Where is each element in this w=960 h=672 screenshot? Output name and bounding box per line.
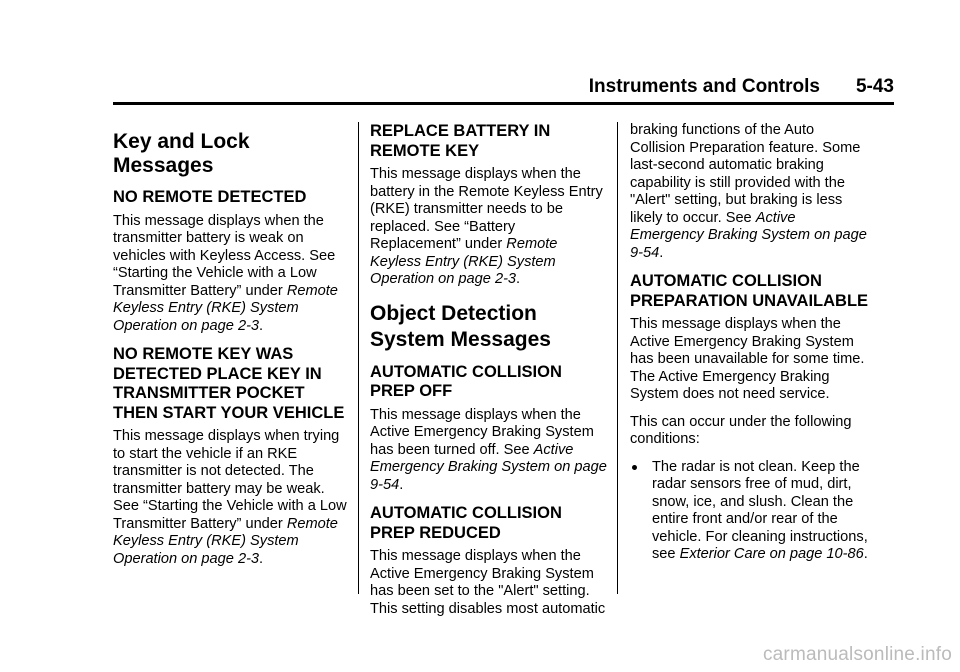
cross-reference[interactable]: Remote Keyless Entry (RKE) System Operation on page 2-3	[370, 236, 558, 287]
section-heading: Key and Lock Messages	[113, 130, 250, 177]
cross-reference[interactable]: Remote Keyless Entry (RKE) System Operation on page 2-3	[113, 282, 338, 334]
list-item-text: The radar is not clean. Keep the radar sensors free of mud, dirt, snow, ice, and slush. Clean the entire front and/or rear of the vehicle. For cleaning instructions, see	[652, 458, 868, 562]
column-divider	[358, 122, 359, 594]
column-2	[370, 122, 608, 628]
paragraph: This message displays when the battery in the Remote Keyless Entry (RKE) transmitter needs to be replaced. See “Battery Replacement” under Remote Keyless Entry (RKE) System Operation on page 2-3.	[370, 166, 603, 287]
paragraph-text: braking functions of the Auto Collision Preparation feature. Some last-second automatic braking capability is still provided with the "Alert" setting, but braking is less likely to occur. See	[630, 122, 861, 226]
message-heading: AUTOMATIC COLLISION PREP REDUCED	[370, 504, 562, 542]
cross-reference[interactable]: Remote Keyless Entry (RKE) System Operation on page 2-3	[113, 515, 338, 567]
column-divider	[617, 122, 618, 594]
message-heading: NO REMOTE DETECTED	[113, 188, 307, 206]
paragraph: This message displays when the transmitter battery is weak on vehicles with Keyless Access. See “Starting the Vehicle with a Low Transmitter Battery” under Remote Keyless Entry (RKE) System Operation on page 2-3.	[113, 212, 338, 334]
bullet-list	[630, 459, 870, 564]
watermark: carmanualsonline.info	[762, 644, 952, 665]
paragraph: braking functions of the Auto Collision Preparation feature. Some last-second automatic braking capability is still provided with the "Alert" setting, but braking is less likely to occur. See Active Emergency Braking System on page 9-54.	[630, 122, 867, 261]
section-heading: Object Detection System Messages	[370, 301, 551, 351]
message-heading: NO REMOTE KEY WAS DETECTED PLACE KEY IN TRANSMITTER POCKET THEN START YOUR VEHICLE	[113, 345, 345, 422]
page-number: 5-43	[855, 76, 894, 97]
list-item: The radar is not clean. Keep the radar sensors free of mud, dirt, snow, ice, and slush. Clean the entire front and/or rear of the vehicle. For cleaning instructions, see Exterior Care on page 10-86.	[630, 459, 870, 564]
message-heading: AUTOMATIC COLLISION PREP OFF	[370, 362, 562, 400]
paragraph: This message displays when the Active Emergency Braking System has been set to the "Alert" setting. This setting disables most automatic	[370, 548, 606, 617]
header-rule	[113, 102, 894, 105]
message-heading: AUTOMATIC COLLISION PREPARATION UNAVAILABLE	[630, 272, 869, 310]
column-1	[113, 122, 351, 578]
section-title: Instruments and Controls	[588, 76, 820, 97]
paragraph-text: This message displays when the battery in the Remote Keyless Entry (RKE) transmitter needs to be replaced. See “Battery Replacement” under	[370, 166, 603, 252]
page-header	[589, 76, 894, 98]
paragraph: This message displays when the Active Emergency Braking System has been turned off. See Active Emergency Braking System on page 9-54.	[370, 406, 607, 493]
paragraph-text: This message displays when the transmitter battery is weak on vehicles with Keyless Access. See “Starting the Vehicle with a Low Transmitter Battery” under	[113, 212, 336, 299]
paragraph: This can occur under the following conditions:	[630, 413, 852, 447]
paragraph: This message displays when the Active Emergency Braking System has been unavailable for some time. The Active Emergency Braking System does not need service.	[630, 316, 865, 402]
column-3	[630, 122, 870, 564]
paragraph-text: This message displays when trying to start the vehicle if an RKE transmitter is not detected. The transmitter battery may be weak. See “Starting the Vehicle with a Low Transmitter Battery” under	[113, 428, 347, 532]
message-heading: REPLACE BATTERY IN REMOTE KEY	[370, 122, 551, 160]
paragraph-text: This message displays when the Active Emergency Braking System has been turned off. See	[370, 406, 594, 458]
cross-reference[interactable]: Active Emergency Braking System on page 9-54	[370, 441, 607, 493]
bullet-icon	[632, 465, 637, 470]
cross-reference[interactable]: Active Emergency Braking System on page 9-54	[630, 209, 867, 261]
cross-reference[interactable]: Exterior Care on page 10-86	[679, 546, 864, 562]
paragraph: This message displays when trying to start the vehicle if an RKE transmitter is not detected. The transmitter battery may be weak. See “Starting the Vehicle with a Low Transmitter Battery” under Remote Keyless Entry (RKE) System Operation on page 2-3.	[113, 428, 347, 567]
